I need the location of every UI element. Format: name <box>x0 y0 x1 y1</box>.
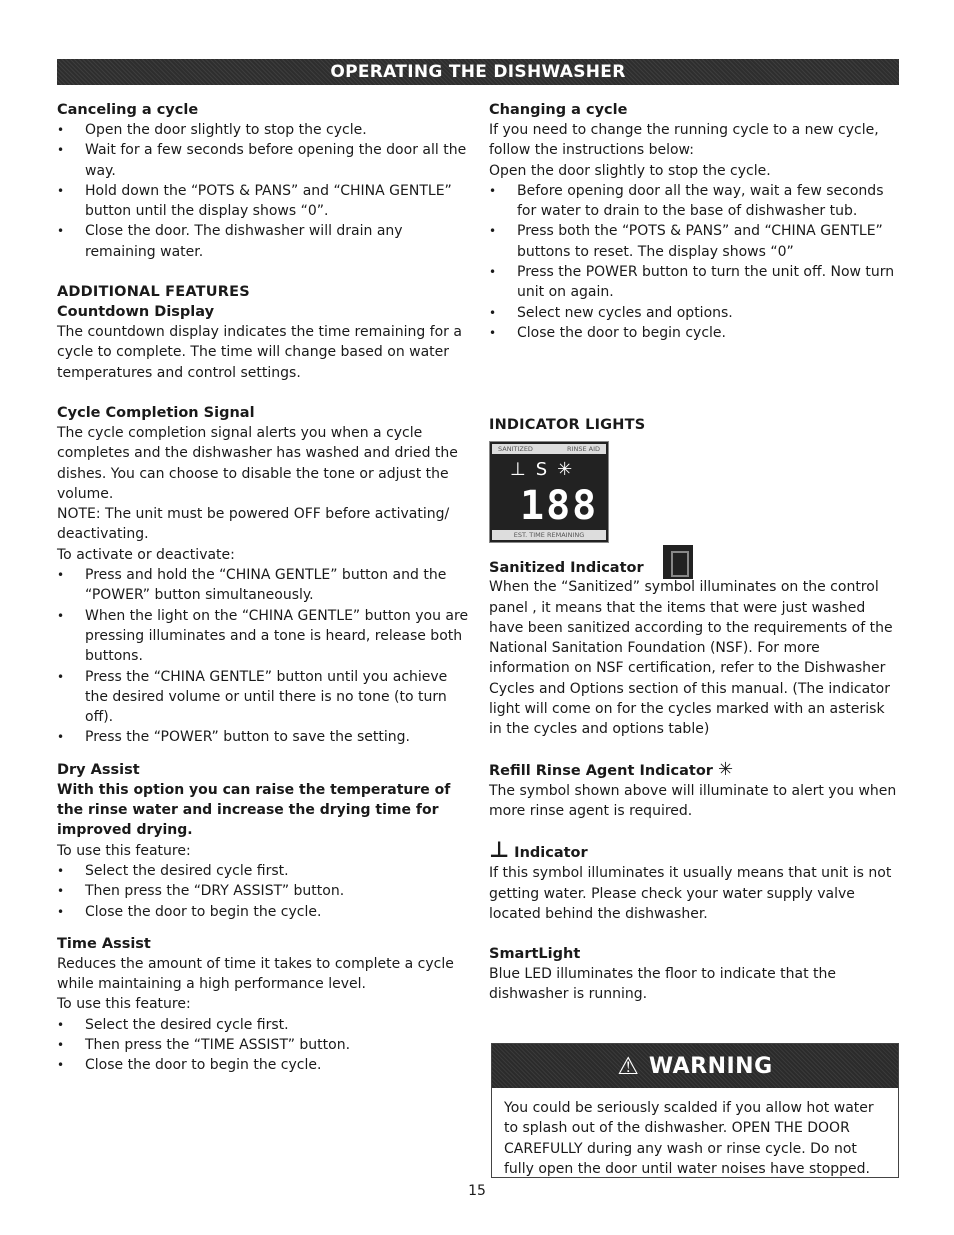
canceling-list <box>57 120 469 262</box>
list-item: • Press and hold the “CHINA GENTLE” button and the “POWER” button simultaneously. <box>57 565 469 606</box>
control-panel-display <box>489 441 609 543</box>
list-item: • Select new cycles and options. <box>489 303 901 323</box>
countdown-heading: Countdown Display <box>57 304 215 321</box>
changing-list <box>489 181 901 343</box>
list-item: • Close the door. The dishwasher will drain any remaining water. <box>57 221 469 262</box>
list-item: • Select the desired cycle first. <box>57 861 469 881</box>
completion-text: The cycle completion signal alerts you when a cycle completes and the dishwasher has washed and dried the dishes. You can choose to disable the tone or adjust the volume. <box>57 424 458 502</box>
water-text: If this symbol illuminates it usually means that unit is not getting water. Please check your water supply valve located behind the dishwasher. <box>489 865 892 922</box>
canceling-heading: Canceling a cycle <box>57 102 199 118</box>
sanitized-heading: Sanitized Indicator <box>489 560 644 577</box>
smartlight-heading: SmartLight <box>489 946 581 963</box>
rinse-text: The symbol shown above will illuminate to alert you when more rinse agent is required. <box>489 782 897 819</box>
changing-heading: Changing a cycle <box>489 102 628 118</box>
panel-digits: 188 <box>520 483 599 530</box>
water-heading-row <box>489 838 901 864</box>
dry-assist-heading: Dry Assist <box>57 761 140 778</box>
completion-intro: To activate or deactivate: <box>57 546 235 563</box>
warning-header <box>492 1044 898 1088</box>
page-number: 15 <box>468 1183 486 1199</box>
panel-sanitized-label: SANITIZED <box>498 445 533 454</box>
list-item: • Wait for a few seconds before opening the door all the way. <box>57 140 469 181</box>
warning-text: You could be seriously scalded if you allow hot water to splash out of the dishwasher. OPEN THE DOOR CAREFULLY during any wash or rinse cycle. Do not fully open the door until water noises have stopped. <box>504 1100 874 1177</box>
section-title: OPERATING THE DISHWASHER <box>330 62 626 82</box>
panel-time-label: EST. TIME REMAINING <box>513 531 585 540</box>
list-item: • When the light on the “CHINA GENTLE” button you are pressing illuminates and a tone is heard, release both buttons. <box>57 606 469 667</box>
dry-assist-list <box>57 861 469 922</box>
time-assist-list <box>57 1015 469 1076</box>
list-item: • Close the door to begin the cycle. <box>57 1055 469 1075</box>
dry-assist-bold-text: With this option you can raise the temperature of the rinse water and increase the drying time for improved drying. <box>57 781 451 839</box>
warning-title: WARNING <box>648 1053 773 1079</box>
warning-box <box>491 1043 899 1178</box>
additional-features-heading: ADDITIONAL FEATURES <box>57 284 250 301</box>
completion-heading: Cycle Completion Signal <box>57 404 255 421</box>
rinse-heading-row <box>489 760 901 781</box>
list-item: • Then press the “DRY ASSIST” button. <box>57 881 469 901</box>
list-item: • Hold down the “POTS & PANS” and “CHINA GENTLE” button until the display shows “0”. <box>57 181 469 222</box>
time-assist-intro: To use this feature: <box>57 996 191 1013</box>
warning-triangle-icon: ⚠ <box>617 1052 639 1080</box>
changing-text2: Open the door slightly to stop the cycle. <box>489 162 771 179</box>
panel-rinse-aid-label: RINSE AID <box>567 445 600 454</box>
list-item: • Then press the “TIME ASSIST” button. <box>57 1035 469 1055</box>
list-item: • Select the desired cycle first. <box>57 1015 469 1035</box>
indicator-lights-heading: INDICATOR LIGHTS <box>489 417 646 434</box>
rinse-aid-icon: ✳ <box>557 459 573 481</box>
countdown-text: The countdown display indicates the time remaining for a cycle to complete. The time will change based on water temperatures and control settings. <box>57 324 462 381</box>
list-item: • Open the door slightly to stop the cycle. <box>57 120 469 140</box>
water-heading: Indicator <box>514 845 588 862</box>
list-item: • Press the “POWER” button to save the setting. <box>57 727 469 747</box>
rinse-heading: Refill Rinse Agent Indicator <box>489 762 713 779</box>
list-item: • Close the door to begin cycle. <box>489 323 901 343</box>
list-item: • Press the “CHINA GENTLE” button until you achieve the desired volume or until there is no tone (to turn off). <box>57 667 469 728</box>
sanitized-icon: S <box>535 459 548 481</box>
panel-icons <box>510 460 572 480</box>
rinse-aid-icon: ✳ <box>718 758 734 780</box>
time-assist-heading: Time Assist <box>57 935 151 952</box>
smartlight-text: Blue LED illuminates the floor to indicate that the dishwasher is running. <box>489 966 836 1003</box>
list-item: • Before opening door all the way, wait a few seconds for water to drain to the base of dishwasher tub. <box>489 181 901 222</box>
changing-text: If you need to change the running cycle to a new cycle, follow the instructions below: <box>489 122 879 159</box>
list-item: • Press both the “POTS & PANS” and “CHINA GENTLE” buttons to reset. The display shows “0” <box>489 221 901 262</box>
water-faucet-icon: ⊥ <box>489 838 510 864</box>
water-faucet-icon: ⊥ <box>510 459 526 481</box>
section-banner <box>57 59 899 85</box>
completion-note: NOTE: The unit must be powered OFF before activating/ deactivating. <box>57 506 450 543</box>
right-column <box>489 100 901 1005</box>
list-item: • Close the door to begin the cycle. <box>57 902 469 922</box>
sanitized-icon <box>663 545 693 579</box>
dry-assist-intro: To use this feature: <box>57 842 191 859</box>
sanitized-text: When the “Sanitized” symbol illuminates on the control panel , it means that the items that were just washed have been sanitized according to the requirements of the National Sanitation Foundation (NSF). For more information on NSF certification, refer to the Dishwasher Cycles and Options section of this manual. (The indicator light will come on for the cycles marked with an asterisk in the cycles and options table) <box>489 579 893 738</box>
list-item: • Press the POWER button to turn the unit off. Now turn unit on again. <box>489 262 901 303</box>
completion-list <box>57 565 469 748</box>
left-column <box>57 100 469 1076</box>
panel-top-bar <box>492 444 606 454</box>
panel-bottom-bar <box>492 530 606 540</box>
time-assist-text: Reduces the amount of time it takes to complete a cycle while maintaining a high performance level. <box>57 955 454 993</box>
